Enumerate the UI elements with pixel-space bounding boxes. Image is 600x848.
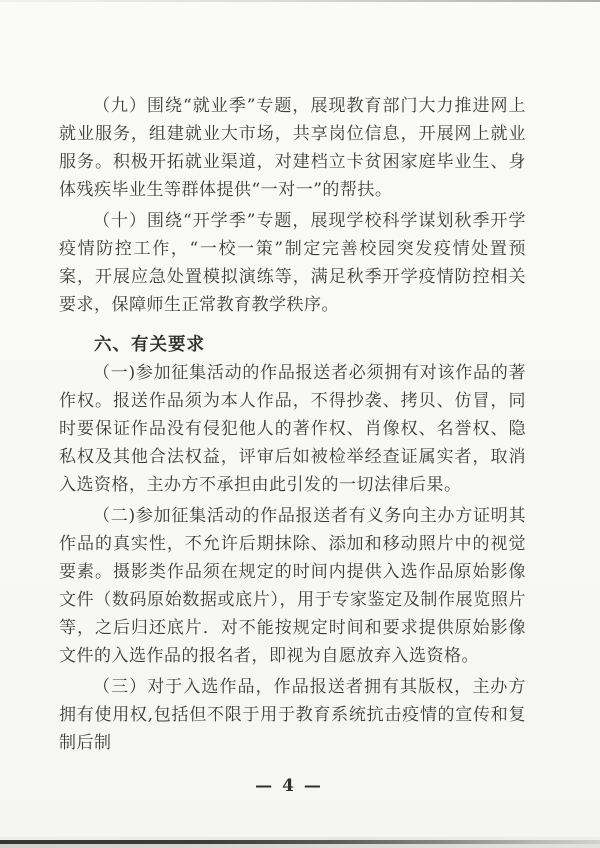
- paragraph-section-10: （十）围绕“开学季”专题，展现学校科学谋划秋季开学疫情防控工作，“一校一策”制定完善校园突发疫情处置预案，开展应急处置模拟演练等，满足秋季开学疫情防控相关要求，保障师生正常教育教学秩序。: [59, 211, 526, 315]
- paragraph-requirement-3: （三）对于入选作品，作品报送者拥有其版权，主办方拥有使用权,包括但不限于用于教育系统抗击疫情的宣传和复制后制: [59, 677, 526, 753]
- page-number: — 4 —: [255, 776, 323, 796]
- paragraph-requirement-1: （一)参加征集活动的作品报送者必须拥有对该作品的著作权。报送作品须为本人作品，不得抄袭、拷贝、仿冒，同时要保证作品没有侵犯他人的著作权、肖像权、名誉权、隐私权及其他合法权益，评审后如被检举经查证属实者，取消入选资格，主办方不承担由此引发的一切法律后果。: [59, 363, 526, 495]
- scan-edge-top: [0, 0, 600, 2]
- scan-edge-bottom-lower: [0, 844, 600, 848]
- document-body: [59, 92, 526, 760]
- paragraph-requirement-2: （二)参加征集活动的作品报送者有义务向主办方证明其作品的真实性，不允许后期抹除、添加和移动照片中的视觉要素。摄影类作品须在规定的时间内提供入选作品原始影像文件（数码原始数据或底片），用于专家鉴定及制作展览照片等，之后归还底片．对不能按规定时间和要求提供原始影像文件的入选作品的报名者，即视为自愿放弃入选资格。: [59, 506, 526, 666]
- paragraph-section-9: （九）围绕“就业季”专题，展现教育部门大力推进网上就业服务，组建就业大市场，共享岗位信息，开展网上就业服务。积极开拓就业渠道，对建档立卡贫困家庭毕业生、身体残疾毕业生等群体提供“一对一”的帮扶。: [59, 96, 526, 200]
- heading-requirements: 六、有关要求: [94, 335, 205, 355]
